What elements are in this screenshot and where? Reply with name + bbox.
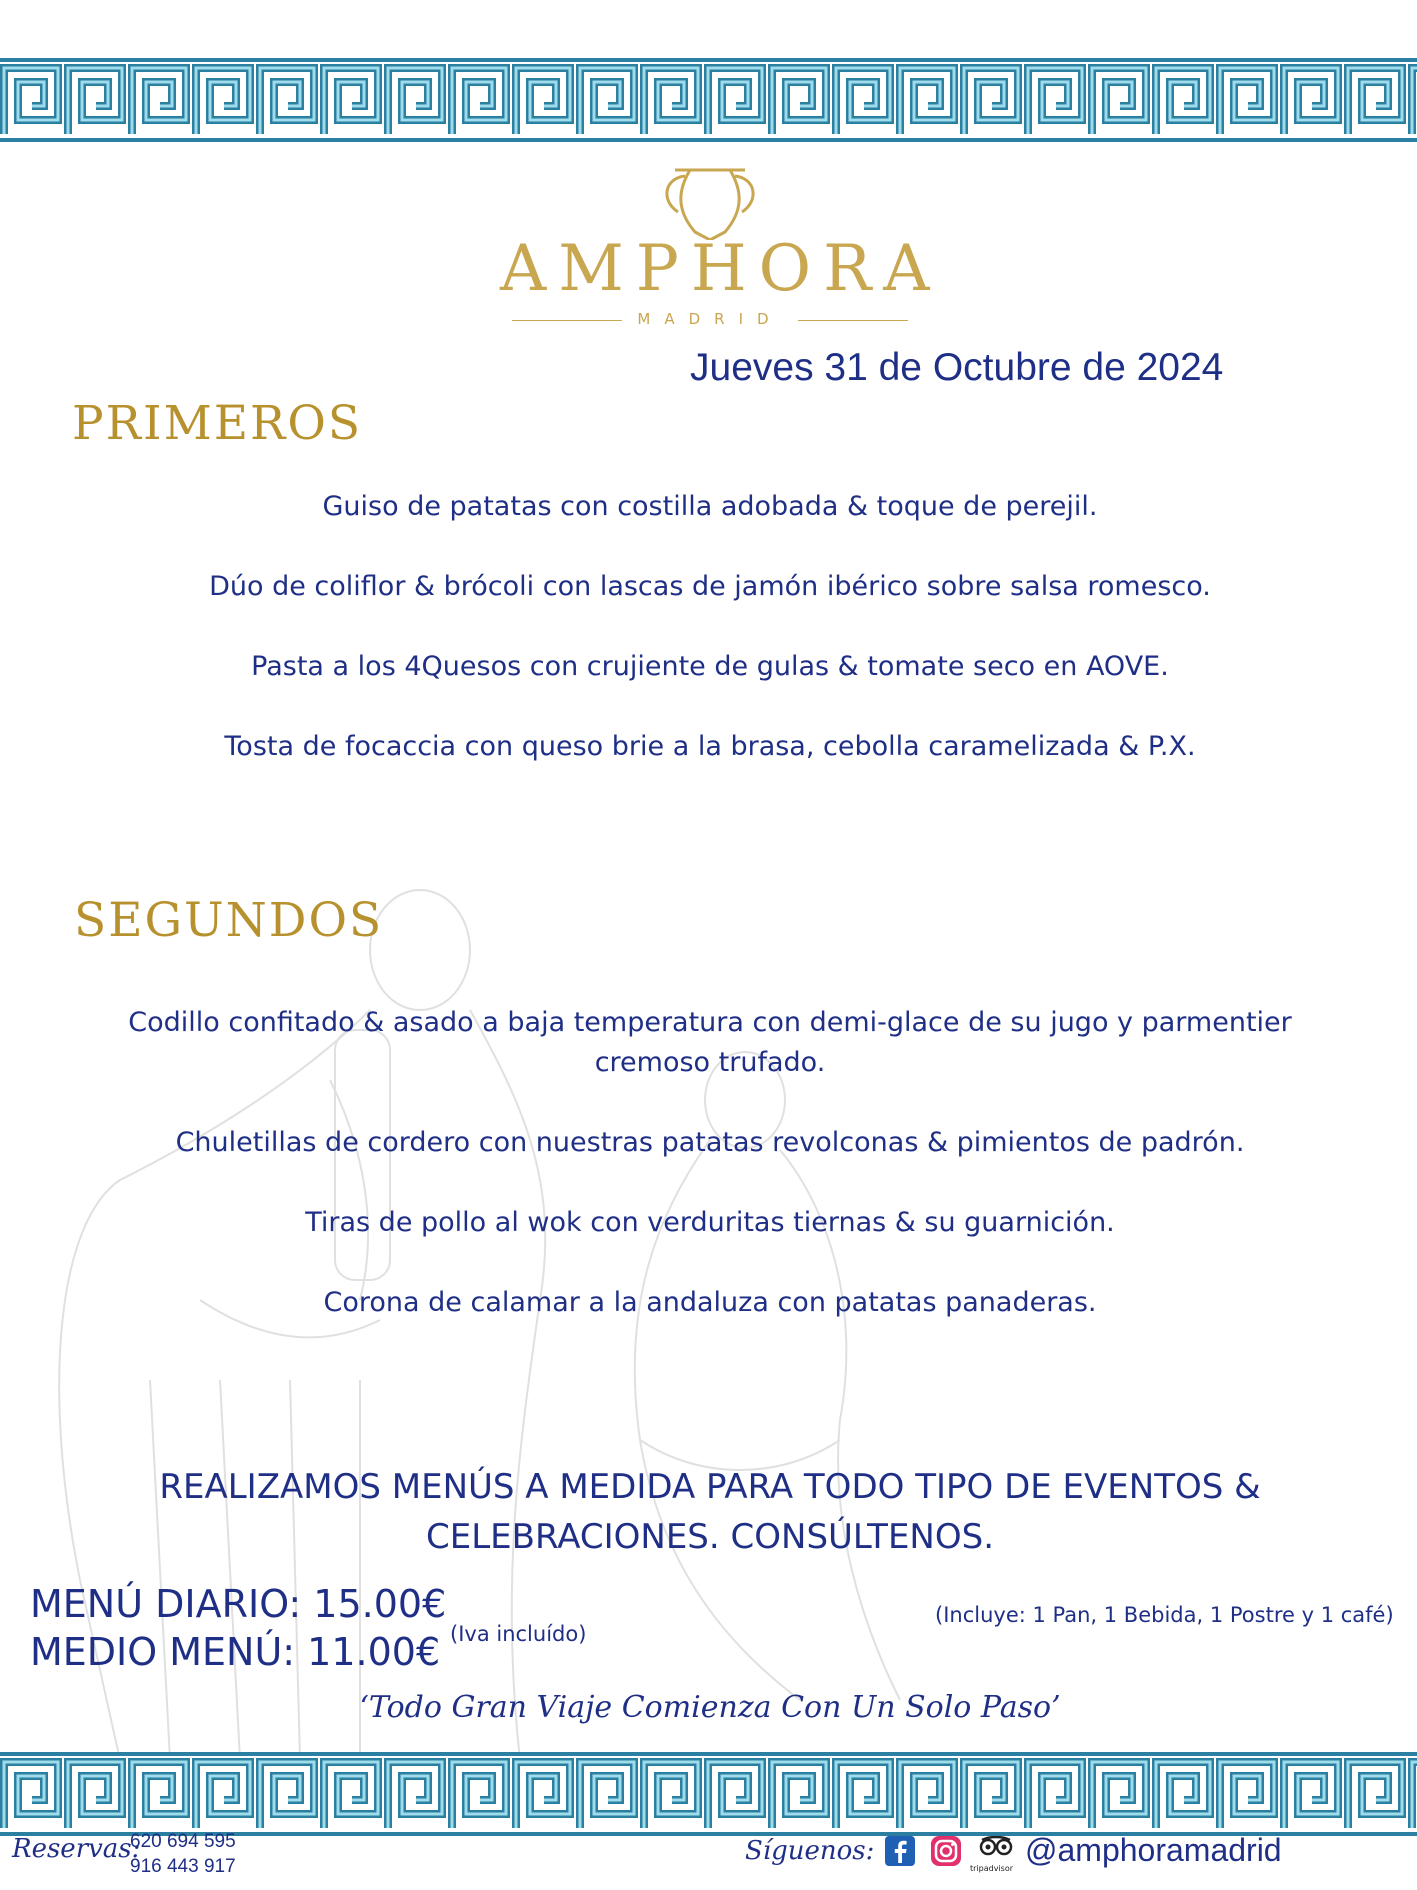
vat-note: (Iva incluído) — [450, 1622, 587, 1646]
segundos-item-2: Chuletillas de cordero con nuestras patatas revolconas & pimientos de padrón. — [175, 1127, 1245, 1158]
primeros-item-4: Tosta de focaccia con queso brie a la brasa, cebolla caramelizada & P.X. — [224, 731, 1196, 762]
motto-quote: ‘Todo Gran Viaje Comienza Con Un Solo Paso’ — [359, 1690, 1061, 1725]
daily-menu-price: MENÚ DIARIO: 15.00€ — [30, 1582, 447, 1626]
facebook-icon[interactable] — [885, 1836, 915, 1866]
segundos-item-1: Codillo confitado & asado a baja temperatura con demi-glace de su jugo y parmentier cremoso trufado. — [128, 1007, 1292, 1078]
logo-city: MADRID — [637, 310, 783, 328]
phone-2[interactable]: 916 443 917 — [130, 1856, 236, 1877]
phone-1[interactable]: 620 694 595 — [130, 1831, 236, 1852]
amphora-vase-icon — [500, 160, 920, 240]
half-menu-price: MEDIO MENÚ: 11.00€ — [30, 1630, 441, 1674]
segundos-item-3: Tiras de pollo al wok con verduritas tiernas & su guarnición. — [305, 1207, 1115, 1238]
tripadvisor-icon[interactable] — [976, 1836, 1016, 1866]
logo-wordmark: AMPHORA — [500, 232, 942, 306]
reservas-label: Reservas: — [12, 1834, 141, 1864]
tripadvisor-label: tripadvisor — [970, 1864, 1014, 1873]
events-notice: REALIZAMOS MENÚS A MEDIDA PARA TODO TIPO DE EVENTOS & CELEBRACIONES. CONSÚLTENOS. — [159, 1467, 1261, 1557]
top-greek-key-border — [0, 58, 1417, 142]
primeros-title: PRIMEROS — [72, 396, 363, 451]
segundos-title: SEGUNDOS — [74, 893, 384, 948]
instagram-icon[interactable] — [931, 1836, 961, 1866]
menu-date: Jueves 31 de Octubre de 2024 — [690, 346, 1224, 389]
amphora-logo — [500, 160, 942, 340]
primeros-item-1: Guiso de patatas con costilla adobada & toque de perejil. — [322, 491, 1098, 522]
bottom-greek-key-border — [0, 1752, 1417, 1836]
siguenos-label: Síguenos: — [745, 1836, 875, 1866]
includes-note: (Incluye: 1 Pan, 1 Bebida, 1 Postre y 1 café) — [935, 1603, 1394, 1627]
primeros-item-2: Dúo de coliflor & brócoli con lascas de jamón ibérico sobre salsa romesco. — [209, 571, 1211, 602]
social-handle[interactable]: @amphoramadrid — [1025, 1832, 1282, 1868]
primeros-item-3: Pasta a los 4Quesos con crujiente de gulas & tomate seco en AOVE. — [251, 651, 1169, 682]
segundos-item-4: Corona de calamar a la andaluza con patatas panaderas. — [323, 1287, 1097, 1318]
